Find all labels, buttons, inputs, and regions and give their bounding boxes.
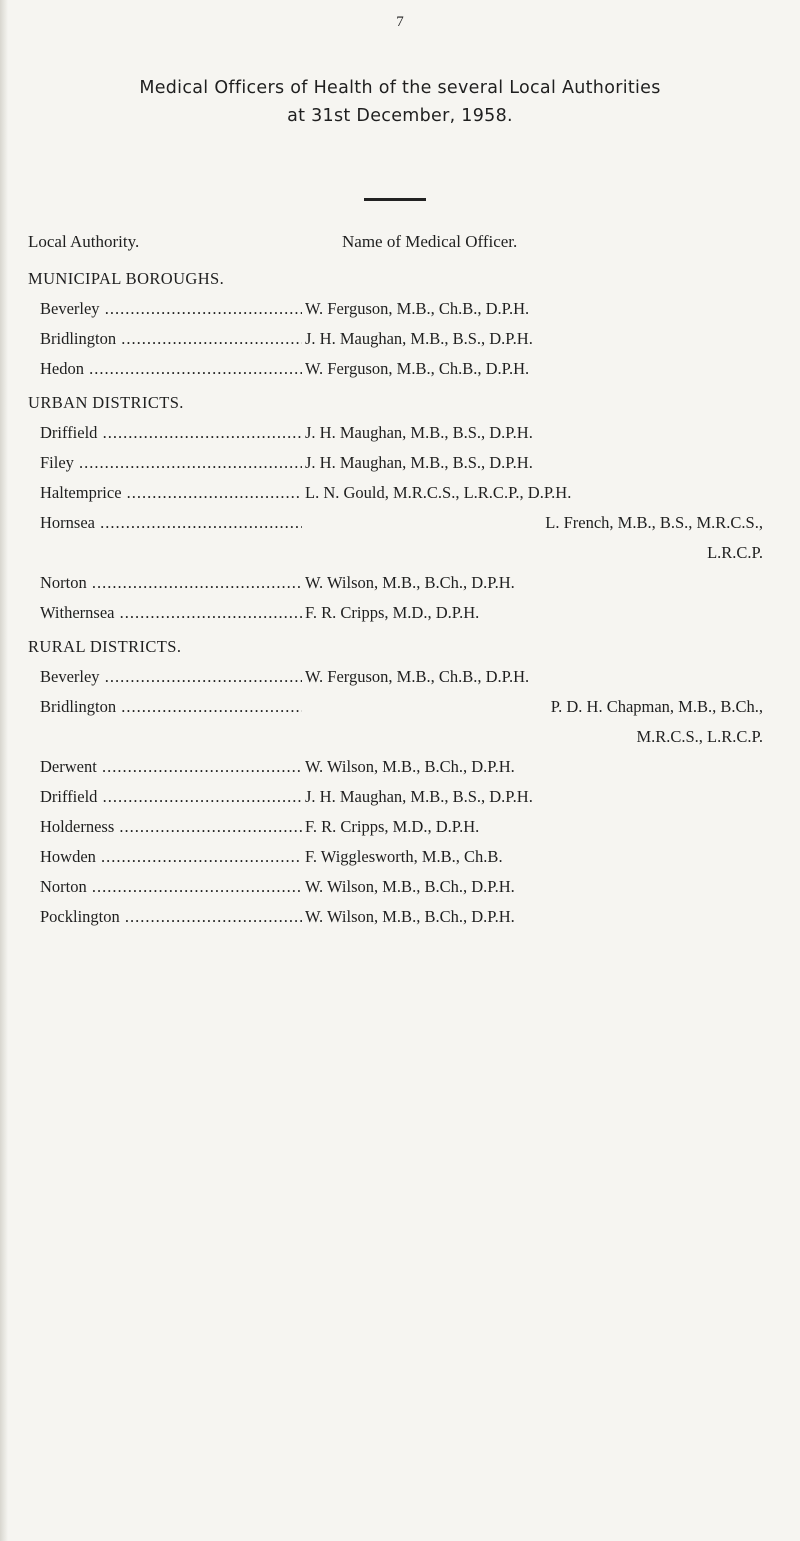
officer-name — [303, 508, 763, 568]
title-line-2: at 31st December, 1958. — [287, 106, 513, 126]
authority-row — [0, 448, 800, 478]
page-number: 7 — [396, 14, 404, 30]
officer-name — [303, 448, 763, 478]
section — [0, 632, 800, 932]
authority-row — [0, 902, 800, 932]
section-title: MUNICIPAL BOROUGHS. — [28, 269, 225, 288]
section — [0, 264, 800, 384]
authority-name: Haltemprice ..... — [40, 478, 302, 508]
section-title: RURAL DISTRICTS. — [28, 637, 182, 656]
authority-row — [0, 294, 800, 324]
authority-name: Hedon ..... — [40, 354, 302, 384]
section-title: URBAN DISTRICTS. — [28, 393, 184, 412]
officer-name — [303, 294, 763, 324]
officer-name-line: J. H. Maughan, M.B., B.S., D.P.H. — [305, 453, 533, 472]
authority-row — [0, 598, 800, 628]
authority-name: Hornsea ..... — [40, 508, 302, 538]
authority-name: Holderness ..... — [40, 812, 302, 842]
officer-name-line: F. R. Cripps, M.D., D.P.H. — [305, 817, 480, 836]
officer-name — [303, 812, 763, 842]
authority-name: Norton ..... — [40, 568, 302, 598]
officer-name — [303, 692, 763, 752]
officer-name-continuation: M.R.C.S., L.R.C.P. — [636, 727, 763, 746]
officer-name — [303, 598, 763, 628]
officer-name — [303, 478, 763, 508]
officer-name-line: J. H. Maughan, M.B., B.S., D.P.H. — [305, 787, 533, 806]
authority-name: Withernsea ..... — [40, 598, 302, 628]
officer-name-line: W. Ferguson, M.B., Ch.B., D.P.H. — [305, 359, 530, 378]
officer-name-line: L. French, M.B., B.S., M.R.C.S., — [545, 513, 763, 532]
page-title — [0, 74, 800, 130]
authority-row — [0, 354, 800, 384]
officer-name — [303, 902, 763, 932]
authority-row — [0, 692, 800, 752]
officer-name — [303, 662, 763, 692]
authority-row — [0, 812, 800, 842]
officer-name-line: F. R. Cripps, M.D., D.P.H. — [305, 603, 480, 622]
officer-name — [303, 872, 763, 902]
officer-name — [303, 324, 763, 354]
officer-name-line: J. H. Maughan, M.B., B.S., D.P.H. — [305, 423, 533, 442]
officer-name-line: W. Wilson, M.B., B.Ch., D.P.H. — [305, 877, 515, 896]
authority-list — [0, 264, 800, 932]
authority-row — [0, 752, 800, 782]
authority-row — [0, 508, 800, 568]
authority-row — [0, 842, 800, 872]
officer-name — [303, 354, 763, 384]
officer-name-line: F. Wigglesworth, M.B., Ch.B. — [305, 847, 503, 866]
officer-name-line: P. D. H. Chapman, M.B., B.Ch., — [550, 697, 763, 716]
authority-name: Driffield ..... — [40, 418, 302, 448]
officer-name-continuation: L.R.C.P. — [707, 543, 763, 562]
officer-name-line: W. Wilson, M.B., B.Ch., D.P.H. — [305, 757, 515, 776]
column-header-officer: Name of Medical Officer. — [342, 232, 518, 251]
section — [0, 388, 800, 628]
authority-row — [0, 568, 800, 598]
authority-name: Beverley ..... — [40, 294, 302, 324]
authority-name: Howden ..... — [40, 842, 302, 872]
authority-name: Norton ..... — [40, 872, 302, 902]
authority-row — [0, 872, 800, 902]
officer-name-line: W. Wilson, M.B., B.Ch., D.P.H. — [305, 573, 515, 592]
officer-name — [303, 568, 763, 598]
officer-name-line: W. Ferguson, M.B., Ch.B., D.P.H. — [305, 667, 530, 686]
officer-name-line: W. Wilson, M.B., B.Ch., D.P.H. — [305, 907, 515, 926]
officer-name-line: L. N. Gould, M.R.C.S., L.R.C.P., D.P.H. — [305, 483, 572, 502]
officer-name-line: J. H. Maughan, M.B., B.S., D.P.H. — [305, 329, 533, 348]
authority-name: Bridlington ..... — [40, 324, 302, 354]
officer-name-line: W. Ferguson, M.B., Ch.B., D.P.H. — [305, 299, 530, 318]
officer-name — [303, 842, 763, 872]
column-header-authority: Local Authority. — [28, 232, 140, 251]
authority-name: Pocklington ..... — [40, 902, 302, 932]
authority-name: Bridlington ..... — [40, 692, 302, 722]
authority-row — [0, 418, 800, 448]
authority-name: Derwent ..... — [40, 752, 302, 782]
title-line-1: Medical Officers of Health of the several Local Authorities — [139, 78, 661, 98]
officer-name — [303, 782, 763, 812]
authority-row — [0, 782, 800, 812]
authority-name: Beverley ..... — [40, 662, 302, 692]
authority-row — [0, 324, 800, 354]
title-rule — [364, 198, 426, 201]
officer-name — [303, 752, 763, 782]
authority-name: Driffield ..... — [40, 782, 302, 812]
authority-name: Filey ..... — [40, 448, 302, 478]
officer-name — [303, 418, 763, 448]
authority-row — [0, 478, 800, 508]
authority-row — [0, 662, 800, 692]
